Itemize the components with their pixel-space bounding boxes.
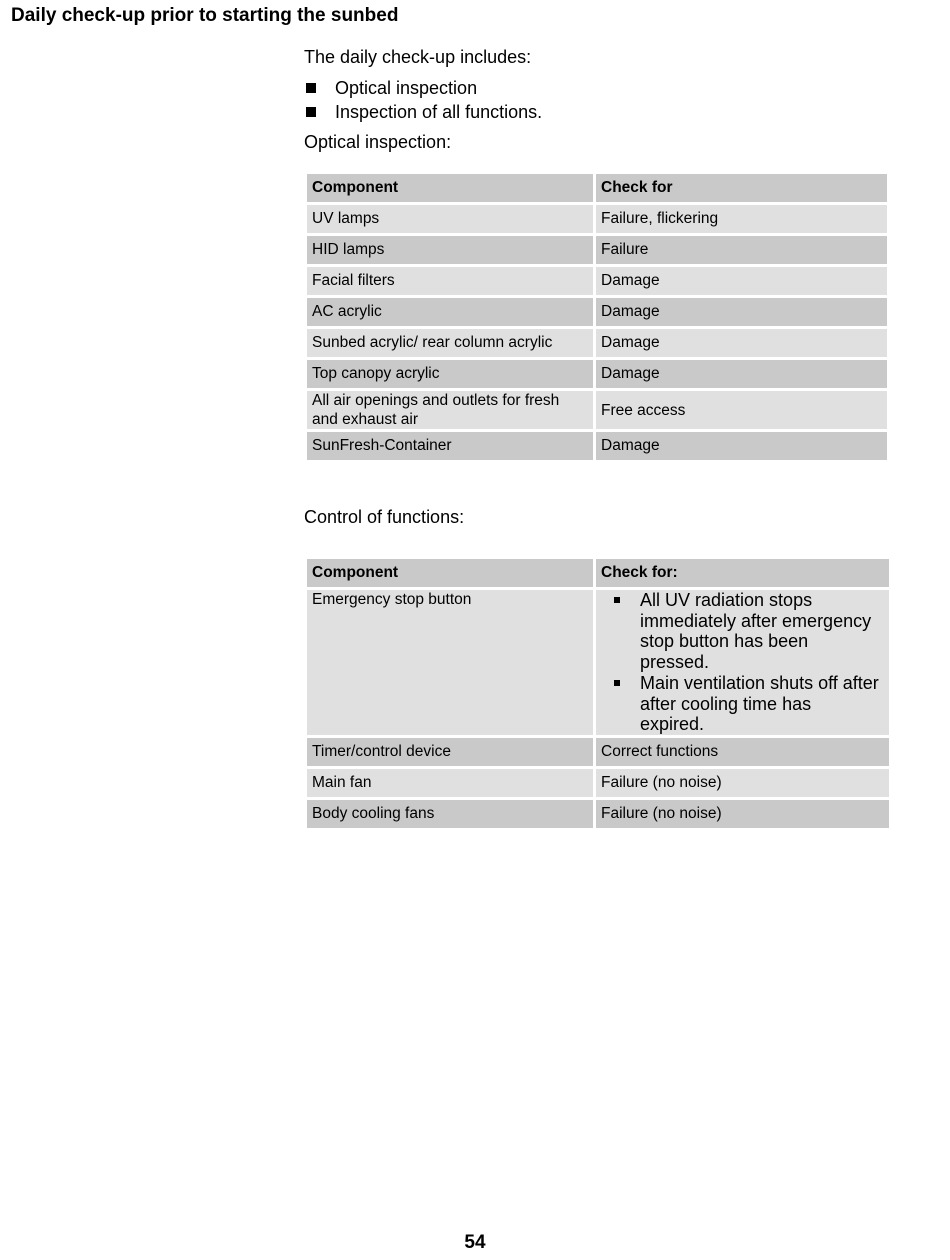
- table-row: [307, 236, 887, 264]
- square-bullet-icon: [614, 597, 620, 603]
- check-cell: Damage: [596, 360, 887, 388]
- table-row: [307, 205, 887, 233]
- component-cell: Main fan: [307, 769, 593, 797]
- list-item: [304, 100, 542, 124]
- list-item-label: Main ventilation shuts off after after cooling time has expired.: [640, 672, 879, 735]
- component-cell: SunFresh-Container: [307, 432, 593, 460]
- component-cell: All air openings and outlets for fresh and exhaust air: [307, 391, 593, 429]
- check-cell: Failure, flickering: [596, 205, 887, 233]
- page-title: Daily check-up prior to starting the sunbed: [11, 5, 399, 26]
- table-row: [307, 432, 887, 460]
- check-cell: Free access: [596, 391, 887, 429]
- check-cell: Damage: [596, 298, 887, 326]
- list-item: [601, 673, 884, 735]
- table-row: [307, 329, 887, 357]
- table-row: [307, 298, 887, 326]
- header-cell: Component: [307, 559, 593, 587]
- square-bullet-icon: [306, 107, 316, 117]
- check-cell: Damage: [596, 329, 887, 357]
- check-cell: Failure (no noise): [596, 769, 889, 797]
- control-of-functions-label: Control of functions:: [304, 507, 465, 527]
- list-item-label: All UV radiation stops immediately after emergency stop button has been pressed.: [640, 590, 872, 673]
- check-cell: Failure (no noise): [596, 800, 889, 828]
- check-cell: [596, 590, 889, 735]
- intro-list: [304, 76, 542, 124]
- list-item: [304, 76, 542, 100]
- component-cell: Body cooling fans: [307, 800, 593, 828]
- check-cell: Damage: [596, 432, 887, 460]
- component-cell: Facial filters: [307, 267, 593, 295]
- table-header-row: [307, 559, 889, 587]
- table-row: [307, 360, 887, 388]
- component-cell: HID lamps: [307, 236, 593, 264]
- header-cell: Check for:: [596, 559, 889, 587]
- page-number: 54: [464, 1232, 486, 1253]
- table-row: [307, 769, 889, 797]
- optical-inspection-label: Optical inspection:: [304, 132, 452, 152]
- table-row: [307, 391, 887, 429]
- check-cell: Failure: [596, 236, 887, 264]
- component-cell: Top canopy acrylic: [307, 360, 593, 388]
- intro-text: The daily check-up includes:: [304, 47, 532, 67]
- component-cell: Sunbed acrylic/ rear column acrylic: [307, 329, 593, 357]
- component-cell: AC acrylic: [307, 298, 593, 326]
- square-bullet-icon: [306, 83, 316, 93]
- check-cell: Correct functions: [596, 738, 889, 766]
- table-row: [307, 800, 889, 828]
- component-cell: UV lamps: [307, 205, 593, 233]
- list-item-label: Optical inspection: [335, 78, 478, 98]
- header-cell: Component: [307, 174, 593, 202]
- optical-inspection-table: [304, 171, 890, 463]
- table-row: [307, 590, 889, 735]
- component-cell: Timer/control device: [307, 738, 593, 766]
- table-row: [307, 267, 887, 295]
- list-item: [601, 590, 884, 673]
- list-item-label: Inspection of all functions.: [335, 102, 543, 122]
- header-cell: Check for: [596, 174, 887, 202]
- square-bullet-icon: [614, 680, 620, 686]
- check-list: [601, 590, 884, 735]
- check-cell: Damage: [596, 267, 887, 295]
- component-cell: Emergency stop button: [307, 590, 593, 735]
- table-row: [307, 738, 889, 766]
- functions-table: [304, 556, 892, 831]
- table-header-row: [307, 174, 887, 202]
